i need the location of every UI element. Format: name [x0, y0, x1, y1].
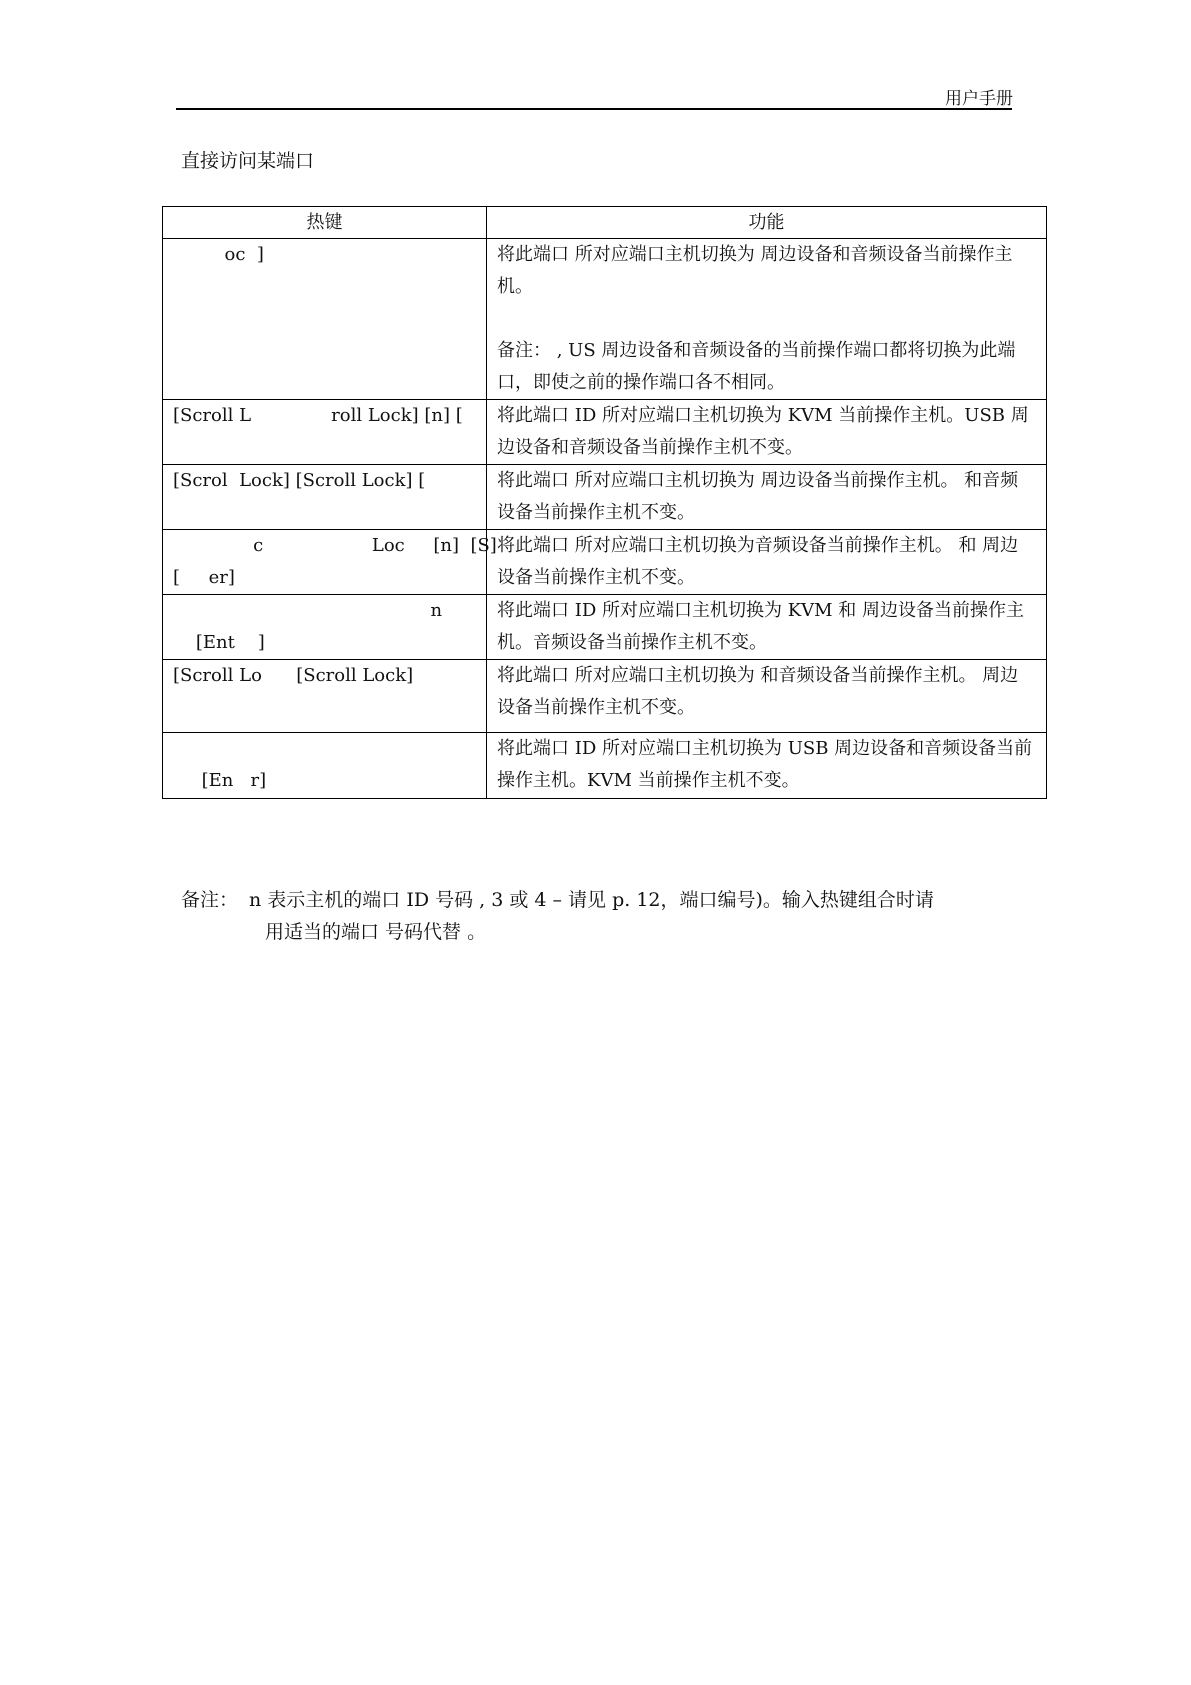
- function-text: 将此端口 所对应端口主机切换为 和音频设备当前操作主机。 周边设备当前操作主机不变。: [497, 665, 1019, 718]
- function-text: 将此端口 ID 所对应端口主机切换为 USB 周边设备和音频设备当前操作主机。KVM 当前操作主机不变。: [497, 738, 1033, 791]
- function-cell: [487, 400, 1047, 465]
- hotkey-cell: [163, 733, 487, 799]
- table-row: [163, 530, 1047, 595]
- section-title: 直接访问某端口: [181, 150, 315, 172]
- footnote-line-2: 用适当的端口 号码代替 。: [265, 921, 487, 943]
- hotkey-text: [Scroll L roll Lock] [n] [: [173, 405, 463, 426]
- header-label: 用户手册: [945, 89, 1013, 109]
- hotkey-text: c Loc [n] [S]: [173, 535, 497, 556]
- header-rule: [176, 108, 1012, 110]
- hotkey-table: [162, 206, 1047, 799]
- hotkey-text: [Scroll Lo [Scroll Lock]: [173, 665, 414, 686]
- table-row: [163, 733, 1047, 799]
- table-row: [163, 595, 1047, 660]
- function-text: 将此端口 ID 所对应端口主机切换为 KVM 当前操作主机。USB 周边设备和音频设备当前操作主机不变。: [497, 405, 1029, 458]
- hotkey-cell: [163, 239, 487, 400]
- hotkey-cell: [163, 530, 497, 595]
- function-text: 将此端口 所对应端口主机切换为 周边设备当前操作主机。 和音频设备当前操作主机不变。: [497, 470, 1019, 523]
- column-header-hotkey: 热键: [163, 207, 487, 239]
- hotkey-text: n: [173, 600, 443, 621]
- function-cell: [487, 733, 1047, 799]
- hotkey-cell: [163, 400, 487, 465]
- function-text: 将此端口 ID 所对应端口主机切换为 KVM 和 周边设备当前操作主机。音频设备当前操作主机不变。: [497, 600, 1025, 653]
- function-cell: [487, 660, 1047, 733]
- function-cell: [487, 239, 1047, 400]
- table-header-row: [163, 207, 1047, 239]
- hotkey-cell: [163, 465, 487, 530]
- table-row: [163, 660, 1047, 733]
- hotkey-text: [Scrol Lock] [Scroll Lock] [: [173, 470, 426, 491]
- hotkey-text: [Ent ]: [173, 632, 265, 653]
- footnote: [181, 884, 1021, 948]
- table-row: [163, 239, 1047, 400]
- column-header-function: 功能: [487, 207, 1047, 239]
- footnote-prefix: 备注：: [181, 889, 239, 911]
- hotkey-cell: [163, 660, 487, 733]
- function-cell: [487, 595, 1047, 660]
- function-cell: [487, 465, 1047, 530]
- hotkey-text: [ er]: [173, 567, 235, 588]
- hotkey-text: oc ]: [173, 244, 264, 265]
- table-row: [163, 400, 1047, 465]
- hotkey-cell: [163, 595, 487, 660]
- function-cell: [487, 530, 1047, 595]
- hotkey-text: [En r]: [173, 770, 267, 791]
- footnote-line-1: n 表示主机的端口 ID 号码 , 3 或 4 – 请见 p. 12，端口编号)。输入热键组合时请: [249, 889, 934, 911]
- hotkey-text: [173, 733, 476, 765]
- table-row: [163, 465, 1047, 530]
- function-text: 将此端口 所对应端口主机切换为音频设备当前操作主机。 和 周边设备当前操作主机不变。: [497, 535, 1019, 588]
- function-text: 将此端口 所对应端口主机切换为 周边设备和音频设备当前操作主机。 备注： , US 周边设备和音频设备的当前操作端口都将切换为此端口，即使之前的操作端口各不相同。: [497, 244, 1016, 393]
